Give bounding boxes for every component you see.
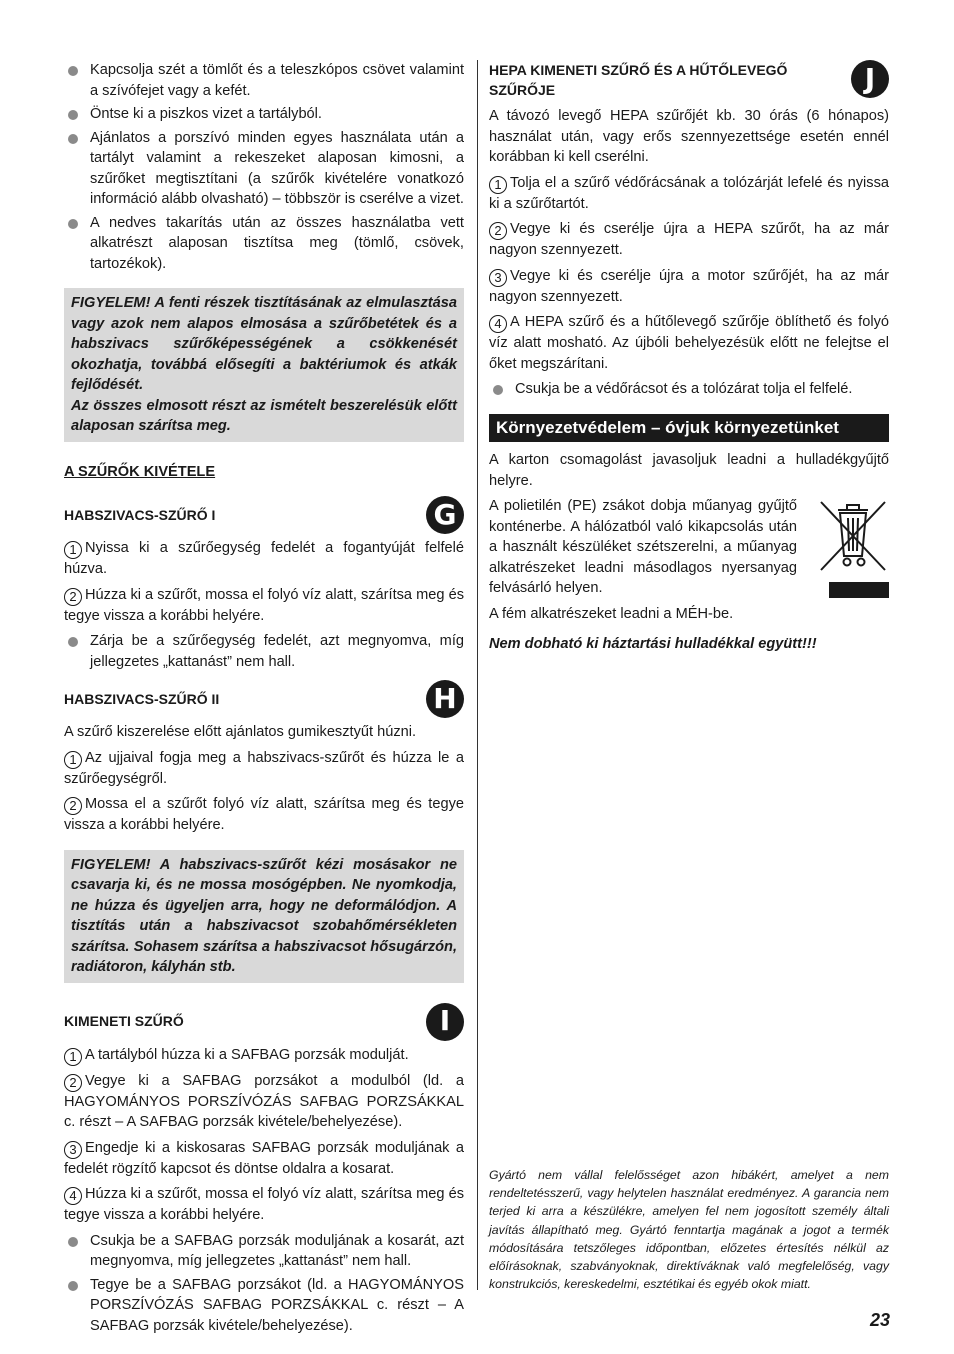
section-title-environment: Környezetvédelem – óvjuk környezetünket	[489, 414, 889, 443]
step-number-icon: 1	[64, 751, 82, 769]
step-number-icon: 2	[64, 797, 82, 815]
step: 2 Vegye ki a SAFBAG porzsákot a modulból (ld. a HAGYOMÁNYOS PORSZÍVÓZÁS SAFBAG PORZSÁKKAL c. részt – A SAFBAG porzsák kivétele/behelyezése).	[64, 1072, 464, 1130]
list-item: Ajánlatos a porszívó minden egyes használata után a tartályt valamint a rekeszeket alaposan kimosni, a szűrőket megtisztítani (a szűrők kivételére vonatkozó információ alább olvasható) – többször is cserélve a vizet.	[64, 128, 464, 210]
paragraph: A távozó levegő HEPA szűrőjét kb. 30 órás (6 hónapos) használat után, vagy erős szennyezettsége esetén ennél korábban ki kell cserélni.	[489, 108, 889, 165]
list-item: Csukja be a SAFBAG porzsák moduljának a kosarát, azt megnyomva, míg jellegzetes „kattanást” nem hall.	[64, 1231, 464, 1272]
step: 1 Tolja el a szűrő védőrácsának a tolózárját lefelé és nyissa ki a szűrőtartót.	[489, 174, 889, 212]
step: 1 Nyissa ki a szűrőegység fedelét a fogantyúját felfelé húzva.	[64, 540, 464, 577]
section-title-filters: A SZŰRŐK KIVÉTELE	[64, 463, 216, 480]
subsection-header-h	[64, 680, 464, 718]
disclaimer: Gyártó nem vállal felelősséget azon hibákért, amelyet a nem rendeltetésszerű, vagy helytelen használat eredményez. A garancia nem terjed ki arra a készülékre, amelyen fel nem jogosított személy általi javítás állapítható meg. Gyártó fenntartja magának a jogot a termék módosítására tetszőleges időpontban, előzetes értesítés nélkül az előírásoknak, szabványoknak, direktíváknak való megfelelőség, vagy konstrukciós, kereskedelmi, esztétikai és egyéb okok miatt.	[489, 1168, 889, 1292]
step-number-icon: 1	[64, 1048, 82, 1066]
bullet-icon	[489, 379, 515, 400]
left-column	[64, 60, 464, 1339]
list-item: Zárja be a szűrőegység fedelét, azt megnyomva, míg jellegzetes „kattanást” nem hall.	[64, 631, 464, 672]
step: 1 A tartályból húzza ki a SAFBAG porzsák modulját.	[64, 1045, 464, 1066]
subsection-title: HEPA KIMENETI SZŰRŐ ÉS A HŰTŐLEVEGŐ SZŰRŐJE	[489, 62, 788, 98]
crossed-bin-icon	[809, 496, 889, 604]
figure-badge-g: G	[426, 496, 464, 534]
step: 3 Engedje ki a kiskosaras SAFBAG porzsák moduljának a fedelét rögzítő kapcsot és döntse oldalra a kosarat.	[64, 1139, 464, 1177]
step: 2 Húzza ki a szűrőt, mossa el folyó víz alatt, szárítsa meg és tegye vissza a korábbi helyére.	[64, 586, 464, 624]
subsection-title: KIMENETI SZŰRŐ	[64, 1013, 184, 1030]
step: 4 A HEPA szűrő és a hűtőlevegő szűrője öblíthető és folyó víz alatt mosható. Az újbóli behelyezésük előtt ne felejtse el őket megszárítani.	[489, 314, 889, 372]
right-column	[489, 60, 889, 660]
bullet-icon	[64, 1275, 90, 1337]
recycling-bar	[829, 582, 889, 598]
step: 3 Vegye ki és cserélje újra a motor szűrőjét, ha az már nagyon szennyezett.	[489, 267, 889, 305]
step-number-icon: 2	[64, 588, 82, 606]
figure-badge-j: J	[851, 60, 889, 98]
step: 2 Mossa el a szűrőt folyó víz alatt, szárítsa meg és tegye vissza a korábbi helyére.	[64, 796, 464, 833]
bullet-icon	[64, 213, 90, 275]
disposal-warning: Nem dobható ki háztartási hulladékkal együtt!!!	[489, 636, 817, 652]
step-number-icon: 2	[64, 1074, 82, 1092]
subsection-header-g	[64, 496, 464, 534]
bullet-icon	[64, 1231, 90, 1272]
step-number-icon: 4	[64, 1187, 82, 1205]
figure-badge-i: I	[426, 1003, 464, 1041]
list-item: Öntse ki a piszkos vizet a tartályból.	[64, 104, 464, 125]
paragraph: A karton csomagolást javasoljuk leadni a hulladékgyűjtő helyre.	[489, 452, 889, 489]
bullet-icon	[64, 60, 90, 101]
step-number-icon: 2	[489, 222, 507, 240]
step-number-icon: 4	[489, 315, 507, 333]
warning-box-cleaning: FIGYELEM! A fenti részek tisztításának az elmulasztása vagy azok nem alapos elmosása a szűrőbetétek és a habszivacs szűrőképességének a csökkenését okozhatja, továbbá elősegíti a baktériumok és atkák fejlődését. Az összes elmosott részt az ismételt beszerelésük előtt alaposan szárítsa meg.	[64, 288, 464, 442]
crossed-bin-symbol	[817, 498, 889, 576]
subsection-header-j	[489, 60, 889, 100]
figure-badge-h: H	[426, 680, 464, 718]
page-number: 23	[869, 1310, 890, 1330]
bullet-icon	[64, 631, 90, 672]
step-number-icon: 1	[64, 541, 82, 559]
step: 1 Az ujjaival fogja meg a habszivacs-szűrőt és húzza le a szűrőegységről.	[64, 749, 464, 787]
list-item: Tegye be a SAFBAG porzsákot (ld. a HAGYOMÁNYOS PORSZÍVÓZÁS SAFBAG PORZSÁKKAL c. részt – A SAFBAG porzsák kivétele/behelyezése).	[64, 1275, 464, 1337]
step-number-icon: 3	[64, 1141, 82, 1159]
paragraph: A polietilén (PE) zsákot dobja műanyag gyűjtő konténerbe. A hálózatból való kikapcsolás után a használt készüléket szétszerelni, a műanyag alkatrészeket leadni másodlagos nyersanyag felvásárló helyen.	[489, 498, 797, 596]
column-divider	[477, 60, 478, 1290]
step: 2 Vegye ki és cserélje újra a HEPA szűrőt, ha az már nagyon szennyezett.	[489, 221, 889, 258]
paragraph: A szűrő kiszerelése előtt ajánlatos gumikesztyűt húzni.	[64, 724, 417, 740]
bullet-icon	[64, 104, 90, 125]
bullet-icon	[64, 128, 90, 210]
list-item: A nedves takarítás után az összes használatba vett alkatrészt alaposan tisztítsa meg (tömlő, csövek, tartozékok).	[64, 213, 464, 275]
paragraph: A fém alkatrészeket leadni a MÉH-be.	[489, 605, 734, 622]
step-number-icon: 1	[489, 176, 507, 194]
recycling-block	[489, 496, 889, 604]
list-item: Kapcsolja szét a tömlőt és a teleszkópos csövet valamint a szívófejet vagy a kefét.	[64, 60, 464, 101]
subsection-title: HABSZIVACS-SZŰRŐ II	[64, 690, 220, 707]
subsection-header-i	[64, 1003, 464, 1041]
list-item: Csukja be a védőrácsot és a tolózárat tolja el felfelé.	[489, 379, 889, 400]
warning-box-foam: FIGYELEM! A habszivacs-szűrőt kézi mosásakor ne csavarja ki, és ne mossa mosógépben. Ne nyomkodja, ne húzza és ügyeljen arra, hogy ne deformálódjon. A tisztítás után a habszivacsot szobahőmérsékleten szárítsa. Sohasem szárítsa a habszivacsot hősugárzón, radiátoron, kályhán stb.	[64, 850, 464, 983]
step: 4 Húzza ki a szűrőt, mossa el folyó víz alatt, szárítsa meg és tegye vissza a korábbi helyére.	[64, 1186, 464, 1223]
step-number-icon: 3	[489, 269, 507, 287]
subsection-title: HABSZIVACS-SZŰRŐ I	[64, 506, 216, 523]
